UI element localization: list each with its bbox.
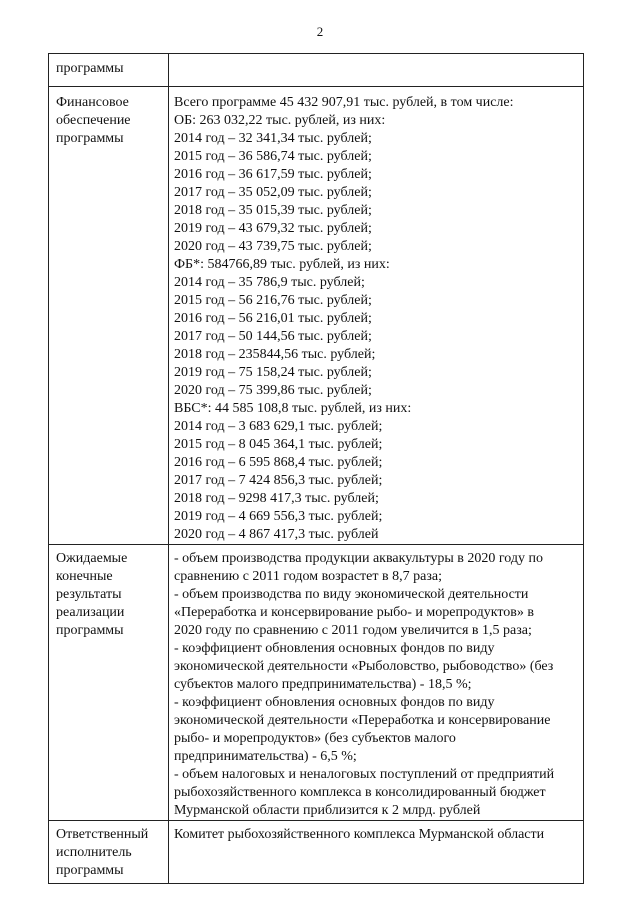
financing-line: ВБС*: 44 585 108,8 тыс. рублей, из них:: [174, 401, 412, 416]
financing-line: 2015 год – 56 216,76 тыс. рублей;: [174, 293, 372, 308]
financing-line: 2014 год – 32 341,34 тыс. рублей;: [174, 131, 372, 146]
label-line: Ответственный: [56, 827, 149, 842]
financing-line: 2014 год – 3 683 629,1 тыс. рублей;: [174, 419, 383, 434]
label-line: программы: [56, 863, 124, 878]
financing-line: 2017 год – 50 144,56 тыс. рублей;: [174, 329, 372, 344]
row-content-expected-results: [169, 545, 584, 821]
financing-line: 2018 год – 9298 417,3 тыс. рублей;: [174, 491, 379, 506]
financing-line: 2016 год – 6 595 868,4 тыс. рублей;: [174, 455, 383, 470]
table-row-program-continued: [49, 54, 584, 87]
table-row-financing: [49, 87, 584, 545]
table-row-expected-results: [49, 545, 584, 821]
financing-line: 2020 год – 75 399,86 тыс. рублей;: [174, 383, 372, 398]
results-line: Мурманской области приблизится к 2 млрд. рублей: [174, 803, 481, 818]
label-line: реализации: [56, 605, 125, 620]
label-line: результаты: [56, 587, 122, 602]
financing-line: 2015 год – 8 045 364,1 тыс. рублей;: [174, 437, 383, 452]
row-content-financing: [169, 87, 584, 545]
financing-line: 2016 год – 36 617,59 тыс. рублей;: [174, 167, 372, 182]
label-line: Ожидаемые: [56, 551, 128, 566]
results-line: - коэффициент обновления основных фондов по виду: [174, 695, 495, 710]
results-line: экономической деятельности «Переработка и консервирование: [174, 713, 551, 728]
results-line: рыбо- и морепродуктов» (без субъектов малого: [174, 731, 456, 746]
row-content-executor: Комитет рыбохозяйственного комплекса Мурманской области: [169, 821, 584, 884]
financing-line: 2017 год – 7 424 856,3 тыс. рублей;: [174, 473, 383, 488]
results-line: субъектов малого предпринимательства) - 18,5 %;: [174, 677, 472, 692]
row-content-empty: [169, 54, 584, 87]
results-line: 2020 году по сравнению с 2011 годом увеличится в 1,5 раза;: [174, 623, 532, 638]
page-number: 2: [316, 24, 324, 39]
results-line: рыбохозяйственного комплекса в консолидированный бюджет: [174, 785, 546, 800]
row-label-program: программы: [49, 54, 169, 87]
financing-line: 2018 год – 235844,56 тыс. рублей;: [174, 347, 376, 362]
financing-line: 2015 год – 36 586,74 тыс. рублей;: [174, 149, 372, 164]
financing-line: ОБ: 263 032,22 тыс. рублей, из них:: [174, 113, 386, 128]
results-line: - объем производства продукции аквакультуры в 2020 году по: [174, 551, 543, 566]
row-label-financing: [49, 87, 169, 545]
financing-line: 2020 год – 43 739,75 тыс. рублей;: [174, 239, 372, 254]
financing-line: ФБ*: 584766,89 тыс. рублей, из них:: [174, 257, 390, 272]
financing-line: 2020 год – 4 867 417,3 тыс. рублей: [174, 527, 379, 542]
results-line: «Переработка и консервирование рыбо- и морепродуктов» в: [174, 605, 534, 620]
table-row-executor: [49, 821, 584, 884]
label-line: конечные: [56, 569, 113, 584]
results-line: - объем производства по виду экономической деятельности: [174, 587, 529, 602]
results-line: предпринимательства) - 6,5 %;: [174, 749, 357, 764]
label-line: Финансовое: [56, 95, 129, 110]
financing-line: 2018 год – 35 015,39 тыс. рублей;: [174, 203, 372, 218]
financing-line: Всего программе 45 432 907,91 тыс. рублей, в том числе:: [174, 95, 514, 110]
row-label-executor: [49, 821, 169, 884]
program-passport-table: [48, 53, 584, 884]
label-line: обеспечение: [56, 113, 131, 128]
results-line: сравнению с 2011 годом возрастет в 8,7 раза;: [174, 569, 442, 584]
results-line: экономической деятельности «Рыболовство, рыбоводство» (без: [174, 659, 554, 674]
financing-line: 2019 год – 75 158,24 тыс. рублей;: [174, 365, 372, 380]
financing-line: 2019 год – 43 679,32 тыс. рублей;: [174, 221, 372, 236]
label-line: программы: [56, 623, 124, 638]
financing-line: 2019 год – 4 669 556,3 тыс. рублей;: [174, 509, 383, 524]
label-line: программы: [56, 131, 124, 146]
financing-line: 2017 год – 35 052,09 тыс. рублей;: [174, 185, 372, 200]
results-line: - коэффициент обновления основных фондов по виду: [174, 641, 495, 656]
label-line: исполнитель: [56, 845, 132, 860]
financing-line: 2016 год – 56 216,01 тыс. рублей;: [174, 311, 372, 326]
results-line: - объем налоговых и неналоговых поступлений от предприятий: [174, 767, 555, 782]
row-label-expected-results: [49, 545, 169, 821]
financing-line: 2014 год – 35 786,9 тыс. рублей;: [174, 275, 365, 290]
